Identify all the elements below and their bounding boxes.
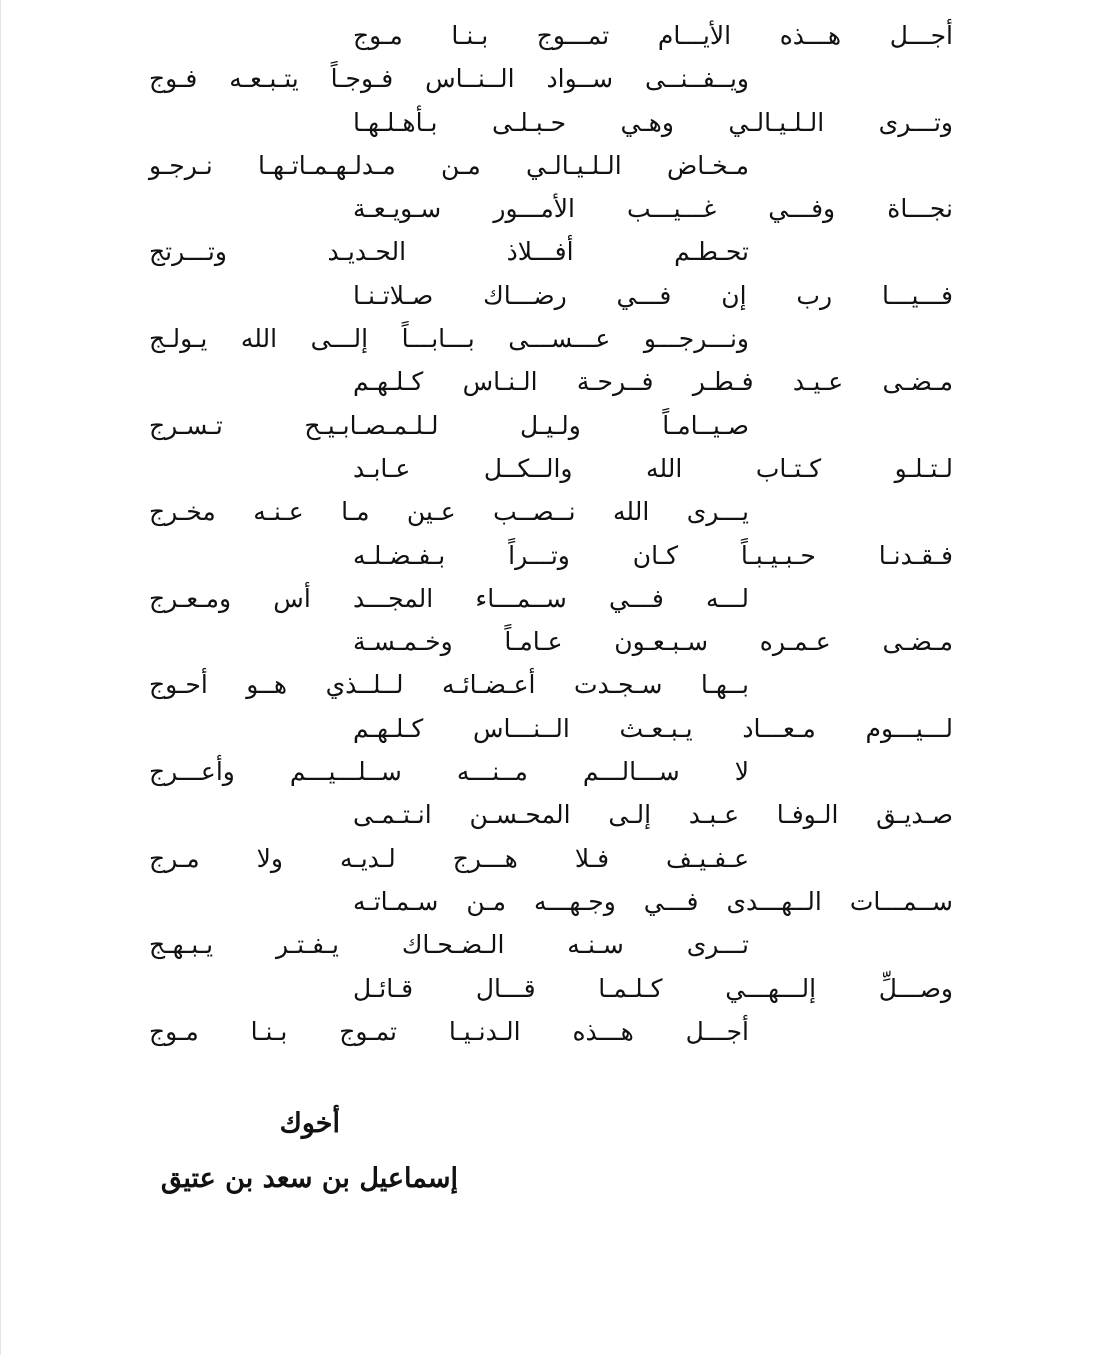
poem-line: تحـطـم أفـــلاذ الحـديـد وتـــرتج [149,237,749,267]
poem-line: فـــيـــا رب إن فـــي رضـــاك صـلاتـنـا [353,280,953,310]
poem-line: لـــيـــوم مـعـــاد يـبـعـث الــنـــاس كـلـهـم [353,713,953,743]
poem-line: لا ســـالـــم مــنـــه ســلـــيـــم وأعـــرج [149,757,749,787]
poem-line: تـــرى سـنـه الـضـحـاك يـفـتـر يـبـهـج [149,930,749,960]
poem-line: مـضـى عـيـد فـطـر فــرحـة الـنـاس كـلـهـم [353,367,953,397]
poem-line: صـديـق الـوفـا عـبـد إلـى المحـسـن انـتـمـى [353,800,953,830]
poem-line: صـيــامـاً ولـيـل لـلـمـصـابـيـح تـسـرج [149,410,749,440]
poem-line: يـــرى الله نــصــب عـين مـا عـنـه مخـرج [149,497,749,527]
poem-line: لـــه فـــي ســمـــاء المجـــد أس ومـعـرج [149,583,749,613]
poem-line: مـضـى عـمـره سـبـعـون عـامـاً وخـمـسـة [353,627,953,657]
poem-line: عـفـيـف فـلا هـــرج لـديـه ولا مـرج [149,843,749,873]
poem-line: لـتـلـو كـتـاب الله والــكــل عـابـد [353,453,953,483]
poem [141,14,961,1053]
poem-line: بــهـا سـجـدت أعـضـائـه لــلــذي هــو أحـوج [149,670,749,700]
poem-line: أجـــل هـــذه الـدنـيـا تمـوج بـنـا مـوج [149,1016,749,1046]
poem-line: وصـــلِّ إلـــهـــي كـلـمـا قـــال قـائـل [353,973,953,1003]
poem-line: وتـــرى الـلـيـالـي وهـي حـبـلـى بـأهـلـهـا [353,107,953,137]
poem-line: ونـــرجـــو عـــســـى بـــابـــاً إلـــى الله يـولـج [149,324,749,354]
poem-line: ســمـــات الــهـــدى فـــي وجـهـــه مـن سـمـاتـه [353,886,953,916]
poem-line: مـخـاض الـلـيـالـي مـن مـدلـهـمـاتـهـا نـرجـو [149,150,749,180]
poem-line: أجـــل هـــذه الأيـــام تمـــوج بـنـا مـوج [353,21,953,50]
poem-line: نجـــاة وفـــي غـــيـــب الأمـــور سـويـعـة [353,194,953,224]
closing-text: أخوك [279,1108,340,1139]
poem-line: ويــفــنــى ســواد الــنــاس فـوجـاً يتـبـعـه فـوج [149,64,749,94]
poem-line: فـقـدنـا حـبـيـبـاً كـان وتـــراً بـفـضـلـه [353,540,953,570]
signature-name: إسماعيل بن سعد بن عتيق [160,1163,458,1194]
